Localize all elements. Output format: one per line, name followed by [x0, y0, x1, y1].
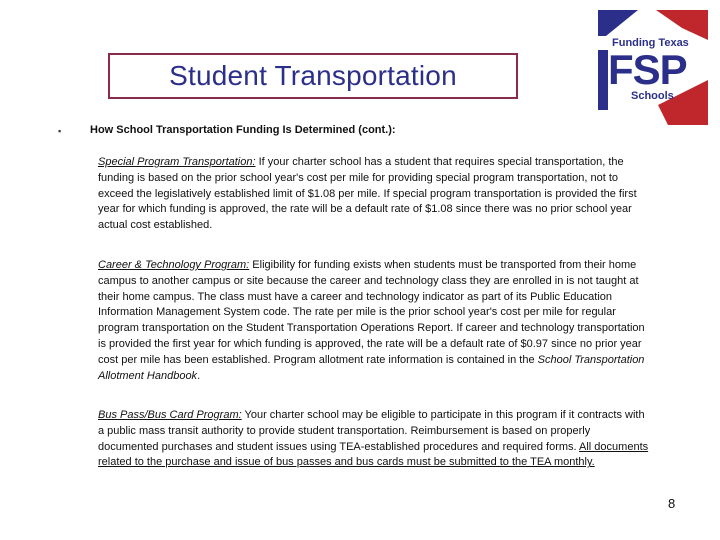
page-number: 8 [668, 496, 676, 511]
career-technology-tail: . [197, 369, 201, 382]
logo-subtitle: Funding Texas [612, 37, 689, 49]
title-box [108, 53, 518, 99]
career-technology-label: Career & Technology Program: [98, 259, 250, 271]
heading-row [58, 124, 396, 136]
bus-pass-label: Bus Pass/Bus Card Program: [98, 409, 242, 421]
bus-pass-body: Your charter school may be eligible to participate in this program if it contracts with a public mass transit authority to provide student transportation. Reimbursement is based on properly documented purchases and student issues using TEA-established procedures and required forms. [98, 409, 645, 453]
special-program-label: Special Program Transportation: [98, 156, 256, 168]
paragraph-special-program [98, 155, 650, 234]
page-title: Student Transportation [169, 60, 457, 91]
special-program-body: If your charter school has a student that requires special transportation, the funding is based on the prior school year's cost per mile for providing special program transportation, not to exceed the legislatively established limit of $1.08 per mile. If special program transportation is provided the first year for which funding is approved, the rate will be a default rate of $1.08 since there was no prior school year actual cost established. [98, 156, 637, 232]
logo-tagline: Schools [631, 90, 674, 102]
paragraph-career-technology [98, 258, 650, 384]
paragraph-bus-pass [98, 408, 650, 471]
bullet-icon: ▪ [58, 126, 62, 136]
fsp-logo [598, 10, 708, 125]
logo-main: FSP [608, 46, 687, 93]
career-technology-body: Eligibility for funding exists when students must be transported from their home campus to another campus or site because the career and technology class they are enrolled in is not taught at their home campus. The class must have a career and technology indicator as part of its Public Education Information Management System code. The rate per mile is the prior school year's cost per mile for regular program transportation on the Student Transportation Operations Report. If career and technology transportation is provided the first year for which funding is approved, the rate will be a default rate of $0.97 since no prior year cost per mile has been established. Program allotment rate information is contained in the [98, 259, 645, 366]
bus-pass-emphasis: All documents related to the purchase and issue of bus passes and bus cards must be submitted to the TEA monthly. [98, 440, 649, 469]
section-heading: How School Transportation Funding Is Determined (cont.): [90, 124, 396, 136]
handbook-title: School Transportation Allotment Handbook [98, 353, 645, 382]
